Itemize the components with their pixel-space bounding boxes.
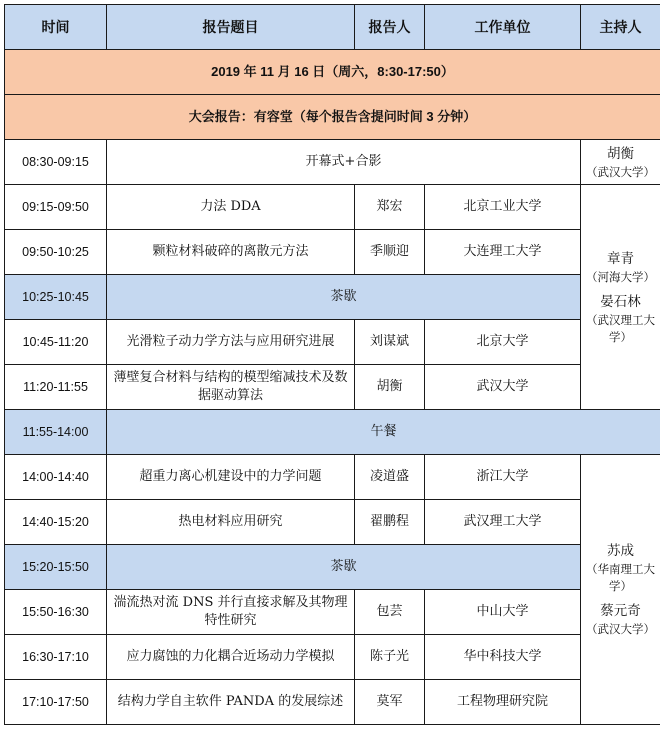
row-speaker: 包芸 [355,590,425,635]
row-time: 16:30-17:10 [5,635,107,680]
table-row [5,680,660,725]
row-speaker: 刘谋斌 [355,320,425,365]
row-title: 力法 DDA [107,185,355,230]
table-row [5,230,660,275]
host-name: 胡衡 [607,145,634,162]
row-speaker: 胡衡 [355,365,425,410]
row-title: 开幕式+合影 [107,140,581,185]
row-time: 10:25-10:45 [5,275,107,320]
row-time: 09:50-10:25 [5,230,107,275]
table-row [5,500,660,545]
header-host: 主持人 [581,5,660,50]
host-cell [581,140,660,185]
row-time: 15:50-16:30 [5,590,107,635]
row-affiliation: 北京大学 [425,320,581,365]
host-name: 苏成 [607,543,634,559]
header-speaker: 报告人 [355,5,425,50]
row-speaker: 郑宏 [355,185,425,230]
row-title: 热电材料应用研究 [107,500,355,545]
table-row [5,455,660,500]
row-title: 结构力学自主软件 PANDA 的发展综述 [107,680,355,725]
row-time: 08:30-09:15 [5,140,107,185]
table-row [5,635,660,680]
table-row [5,590,660,635]
row-time: 10:45-11:20 [5,320,107,365]
row-speaker: 凌道盛 [355,455,425,500]
row-title: 光滑粒子动力学方法与应用研究进展 [107,320,355,365]
row-affiliation: 武汉大学 [425,365,581,410]
row-title: 茶歇 [107,275,581,320]
header-time: 时间 [5,5,107,50]
row-affiliation: 工程物理研究院 [425,680,581,725]
host-affiliation: （河海大学） [586,269,655,284]
row-affiliation: 北京工业大学 [425,185,581,230]
row-time: 11:55-14:00 [5,410,107,455]
row-speaker: 翟鹏程 [355,500,425,545]
table-row [5,140,660,185]
host-affiliation: （武汉大学） [586,622,655,636]
row-title: 超重力离心机建设中的力学问题 [107,455,355,500]
row-speaker: 陈子光 [355,635,425,680]
host-affiliation: （武汉理工大学） [586,312,655,344]
host-affiliation: （华南理工大学） [586,562,655,593]
row-affiliation: 浙江大学 [425,455,581,500]
header-title: 报告题目 [107,5,355,50]
plenary-row [5,95,660,140]
plenary-line: 大会报告：有容堂（每个报告含提问时间 3 分钟） [5,95,660,140]
row-affiliation: 中山大学 [425,590,581,635]
row-affiliation: 武汉理工大学 [425,500,581,545]
break-row [5,275,660,320]
host-name: 蔡元奇 [600,603,641,619]
host-name: 晏石林 [600,293,641,310]
table-row [5,185,660,230]
row-time: 14:40-15:20 [5,500,107,545]
row-speaker: 季顺迎 [355,230,425,275]
row-speaker: 莫军 [355,680,425,725]
schedule-table [4,4,660,725]
host-affiliation: （武汉大学） [586,164,655,179]
row-title: 颗粒材料破碎的离散元方法 [107,230,355,275]
host-name: 章青 [607,250,634,267]
host-cell [581,185,660,410]
row-title: 午餐 [107,410,660,455]
row-title: 茶歇 [107,545,581,590]
row-title: 湍流热对流 DNS 并行直接求解及其物理特性研究 [107,590,355,635]
row-time: 17:10-17:50 [5,680,107,725]
date-row [5,50,660,95]
table-row [5,365,660,410]
row-title: 应力腐蚀的力化耦合近场动力学模拟 [107,635,355,680]
header-row [5,5,660,50]
date-line: 2019 年 11 月 16 日（周六，8:30-17:50） [5,50,660,95]
row-title: 薄壁复合材料与结构的模型缩减技术及数据驱动算法 [107,365,355,410]
row-affiliation: 大连理工大学 [425,230,581,275]
host-cell [581,455,660,725]
header-affiliation: 工作单位 [425,5,581,50]
row-time: 15:20-15:50 [5,545,107,590]
row-time: 09:15-09:50 [5,185,107,230]
row-time: 14:00-14:40 [5,455,107,500]
row-time: 11:20-11:55 [5,365,107,410]
break-row [5,410,660,455]
break-row [5,545,660,590]
table-row [5,320,660,365]
row-affiliation: 华中科技大学 [425,635,581,680]
